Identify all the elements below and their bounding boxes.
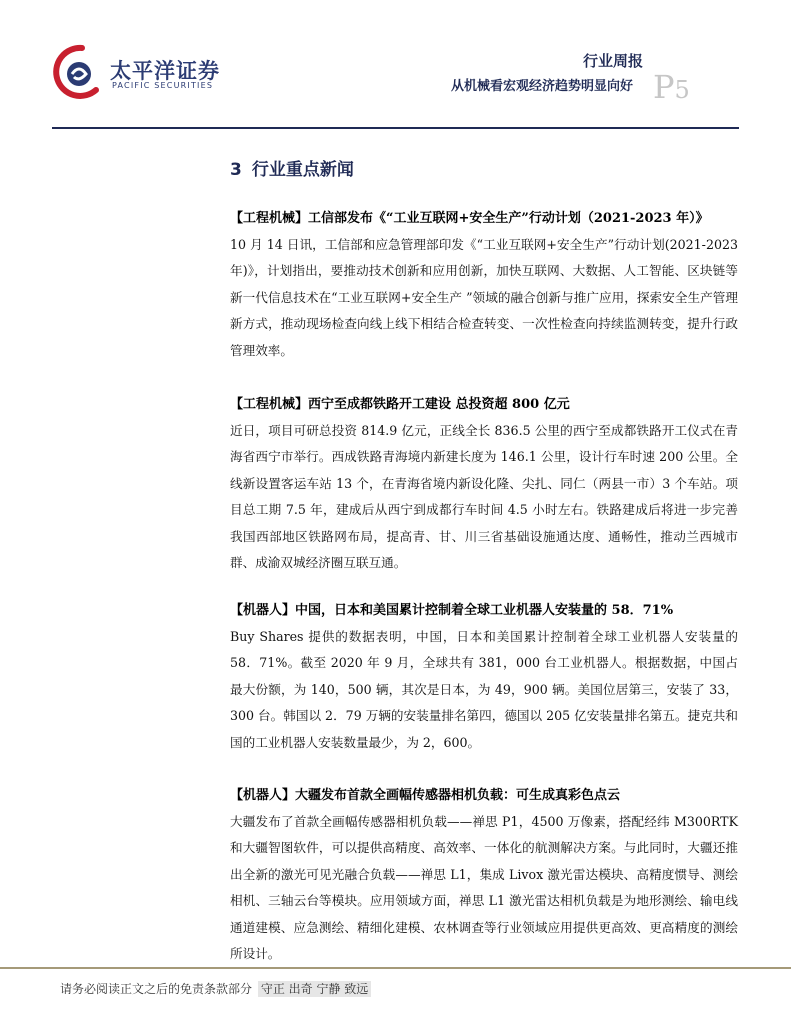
news-body: 大疆发布了首款全画幅传感器相机负载——禅思 P1，4500 万像素，搭配经纬 M300RTK 和大疆智图软件，可以提供高精度、高效率、一体化的航测解决方案。与此同时，大疆还推出全新的激光可见光融合负载——禅思 L1，集成 Livox 激光雷达模块、高精度惯导、测绘相机、三轴云台等模块。应用领域方面，禅思 L1 激光雷达相机负载是为地形测绘、输电线通道建模、应急测绘、精细化建模、农林调查等行业领域应用提供更高效、更高精度的测绘所设计。 — [230, 814, 738, 962]
news-title: 【工程机械】工信部发布《“工业互联网+安全生产”行动计划（2021-2023 年）》 — [230, 211, 709, 226]
page-number — [653, 68, 690, 106]
news-body: Buy Shares 提供的数据表明，中国，日本和美国累计控制着全球工业机器人安装量的 58．71%。截至 2020 年 9 月，全球共有 381，000 台工业机器人。根据数据，中国占最大份额，为 140，500 辆，其次是日本，为 49，900 辆。美国位居第三，安装了 33，300 台。韩国以 2．79 万辆的安装量排名第四，德国以 205 亿安装量排名第五。捷克共和国的工业机器人安装数量最少，为 2，600。 — [230, 629, 738, 750]
news-title: 【工程机械】西宁至成都铁路开工建设 总投资超 800 亿元 — [230, 397, 570, 412]
news-item — [230, 395, 738, 576]
news-body: 近日，项目可研总投资 814.9 亿元，正线全长 836.5 公里的西宁至成都铁路开工仪式在青海省西宁市举行。西成铁路青海境内新建长度为 146.1 公里，设计行车时速 200 公里。全线新设置客运车站 13 个，在青海省境内新设化隆、尖扎、同仁（两县一市）3 个车站。项目总工期 7.5 年，建成后从西宁到成都行车时间 4.5 小时左右。铁路建成后将进一步完善我国西部地区铁路网布局，提高青、甘、川三省基础设施通达度、通畅性，推动兰西城市群、成渝双城经济圈互联互通。 — [230, 423, 738, 571]
news-item — [230, 209, 738, 364]
footer-divider — [0, 967, 791, 969]
footer-motto: 守正 出奇 宁静 致远 — [258, 981, 371, 997]
logo-emblem-icon — [52, 44, 104, 100]
logo-english-name: PACIFIC SECURITIES — [112, 81, 214, 90]
section-title-text: 行业重点新闻 — [251, 160, 354, 180]
news-body: 10 月 14 日讯，工信部和应急管理部印发《“工业互联网+安全生产”行动计划(2021-2023 年)》，计划指出，要推动技术创新和应用创新，加快互联网、大数据、人工智能、区块链等新一代信息技术在“工业互联网+安全生产 ”领域的融合创新与推广应用，探索安全生产管理新方式，推动现场检查向线上线下相结合检查转变、一次性检查向持续监测转变，提升行政管理效率。 — [230, 237, 738, 358]
news-title: 【机器人】中国，日本和美国累计控制着全球工业机器人安装量的 58．71% — [230, 603, 674, 618]
section-number: 3 — [230, 160, 242, 180]
logo-chinese-name: 太平洋证券 — [110, 59, 220, 83]
company-logo — [52, 44, 222, 100]
news-item — [230, 786, 738, 967]
news-title: 【机器人】大疆发布首款全画幅传感器相机负载：可生成真彩色点云 — [230, 788, 621, 803]
page-digit: 5 — [674, 76, 690, 104]
footer-disclaimer: 请务必阅读正文之后的免责条款部分 — [60, 982, 253, 996]
page-letter: P — [653, 68, 675, 106]
news-item — [230, 601, 738, 756]
report-type: 行业周报 — [582, 52, 643, 70]
section-title — [230, 155, 354, 180]
footer — [60, 980, 371, 997]
report-subtitle: 从机械看宏观经济趋势明显向好 — [450, 79, 633, 94]
header-divider — [52, 127, 739, 129]
